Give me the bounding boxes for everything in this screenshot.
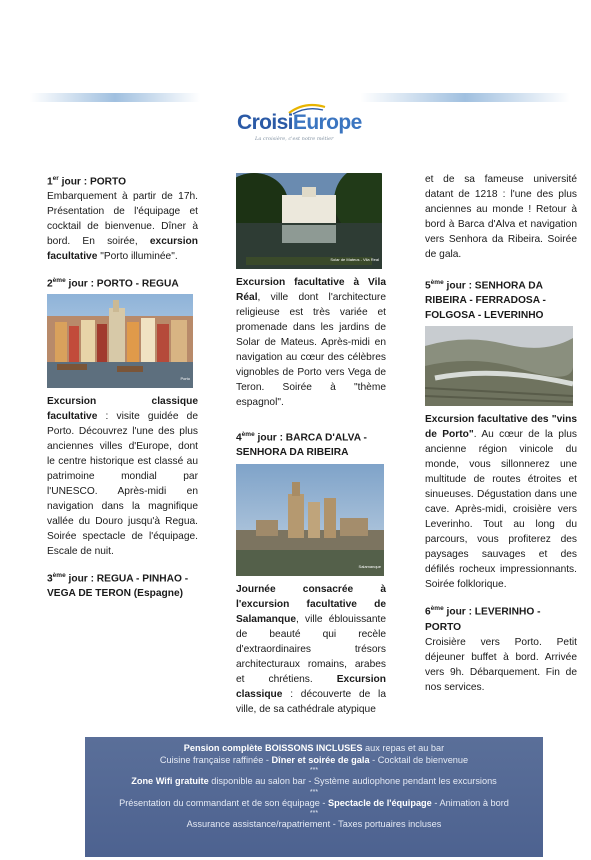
porto-photo: [47, 294, 193, 388]
separator-stars: ***: [309, 810, 319, 818]
day4-title: 4ème jour : BARCA D'ALVA - SENHORA DA RIBEIRA: [236, 431, 367, 459]
photo-caption: Solar de Mateus - Vila Real: [330, 257, 379, 262]
itinerary-column-1: [47, 171, 198, 601]
inclusions-line-5: Assurance assistance/rapatriement - Taxes portuaires incluses: [186, 819, 442, 830]
day4-text: Journée consacrée à l'excursion facultative de Salamanque, ville éblouissante de beauté qui recèle d'extraordinaires trésors architecturaux romains, arabes et chrétiens. Excursion classique : découverte de la ville, de sa cathédrale atypique: [236, 584, 386, 716]
itinerary-column-3: [425, 172, 577, 695]
photo-caption: Porto: [180, 375, 190, 381]
inclusions-box: [85, 737, 543, 857]
day6-title: 6ème jour : LEVERINHO - PORTO: [425, 605, 541, 633]
itinerary-column-2: [236, 173, 386, 717]
inclusions-line-4: Présentation du commandant et de son équipage - Spectacle de l'équipage - Animation à bord: [119, 797, 509, 808]
day1-title: 1er jour : PORTO: [47, 175, 126, 188]
day6-text: Croisière vers Porto. Petit déjeuner buffet à bord. Arrivée vers 9h. Débarquement. Fin de nos services.: [425, 636, 577, 693]
inclusions-line-1: Pension complète BOISSONS INCLUSES aux repas et au bar: [183, 743, 445, 753]
inclusions-line-3: Zone Wifi gratuite disponible au salon bar - Système audiophone pendant les excursions: [131, 776, 497, 787]
vila-real-photo: [236, 173, 382, 269]
day2-text: Excursion classique facultative : visite guidée de Porto. Découvrez l'une des plus anciennes villes d'Europe, dont le centre historique est classé au patrimoine mondial par l'UNESCO. Après-midi en navigation dans la magnifique vallée du Douro jusqu'à Regua. Soirée spectacle de l'équipage. Escale de nuit.: [47, 395, 198, 557]
day2-title: 2ème jour : PORTO - REGUA: [47, 277, 179, 290]
salamanque-photo: [236, 464, 384, 576]
day4-continuation: et de sa fameuse université datant de 1218 : l'une des plus anciennes au monde ! Retour à bord à Barca d'Alva et navigation vers Senhora da Ribeira. Soirée de gala.: [425, 174, 577, 260]
header-band-right: [360, 93, 570, 102]
header-band-left: [30, 93, 200, 102]
photo-caption: Salamanque: [358, 564, 381, 570]
croisieurope-logo: [237, 103, 367, 145]
separator-stars: ***: [309, 788, 319, 796]
day1-text: Embarquement à partir de 17h. Présentation de l'équipage et cocktail de bienvenue. Dîner à bord. En soirée, excursion facultative "Porto illuminée".: [47, 191, 198, 263]
day5-text: Excursion facultative des "vins de Porto". Au cœur de la plus ancienne région vinicole du monde, vous sillonnerez une multitude de routes étroites et sinueuses. Dégustation dans une cave. Après-midi, croisière vers Leverinho. Tout au long du parcours, vous profiterez des paysages sauvages et des défilés rocheux impressionnants. Soirée folklorique.: [425, 414, 577, 591]
logo-wordmark: CroisiEurope: [237, 111, 362, 134]
inclusions-line-2: Cuisine française raffinée - Dîner et soirée de gala - Cocktail de bienvenue: [159, 754, 469, 765]
day5-title: 5ème jour : SENHORA DA RIBEIRA - FERRADOSA - FOLGOSA - LEVERINHO: [425, 279, 546, 322]
douro-valley-photo: [425, 326, 573, 406]
day3-title: 3ème jour : REGUA - PINHAO - VEGA DE TERON (Espagne): [47, 571, 189, 600]
logo-tagline: La croisière, c'est notre métier: [255, 136, 334, 142]
separator-stars: ***: [309, 767, 319, 775]
vila-real-text: Excursion facultative à Vila Réal, ville dont l'architecture religieuse est très variée et promenade dans les jardins de Solar de Mateus. Après-midi en navigation au cœur des célèbres vignobles de Porto vers Vega de Teron. Soirée à "thème espagnol".: [236, 277, 386, 408]
